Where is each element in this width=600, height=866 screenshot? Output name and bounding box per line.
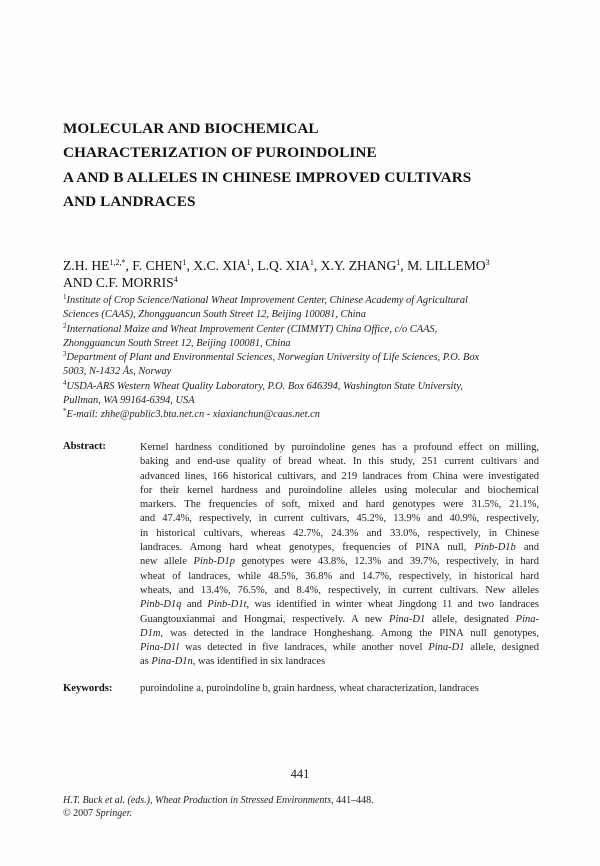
copyright-line: © 2007 Springer. bbox=[63, 808, 133, 819]
affiliation-line: Zhongguancun South Street 12, Beijing 100081, China bbox=[63, 337, 291, 349]
abstract-line bbox=[140, 484, 539, 498]
affiliation-line: 5003, N-1432 Ås, Norway bbox=[63, 366, 172, 378]
email-line: *E-mail: zhhe@public3.bta.net.cn - xiaxianchun@caas.net.cn bbox=[63, 407, 320, 421]
abstract-text: as bbox=[140, 656, 152, 668]
abstract-text: wheats, and 13.4%, 76.5%, and 8.4%, respectively, in current cultivars. New alleles bbox=[140, 584, 539, 596]
abstract-label: Abstract: bbox=[63, 441, 106, 452]
title-line: AND LANDRACES bbox=[63, 192, 196, 210]
abstract-line bbox=[140, 655, 539, 669]
keywords-text: puroindoline a, puroindoline b, grain hardness, wheat characterization, landraces bbox=[140, 683, 479, 694]
gene-name: Pinb-D1t bbox=[207, 599, 247, 611]
affiliation-line: $^3$Department of Plant and Environmental Sciences, Norwegian University of Life Sciences, P.O. Box bbox=[63, 350, 480, 364]
title-line: CHARACTERIZATION OF PUROINDOLINE bbox=[63, 144, 377, 162]
page-number: 441 bbox=[290, 767, 310, 781]
title-line: A AND B ALLELES IN CHINESE IMPROVED CULTIVARS bbox=[63, 168, 472, 186]
gene-name: Pina- bbox=[515, 613, 539, 625]
abstract-line bbox=[140, 598, 539, 612]
author: F. CHEN$^1$ bbox=[132, 258, 187, 273]
abstract-line bbox=[140, 470, 539, 484]
abstract-line bbox=[140, 512, 539, 526]
gene-name: Pina-D1n bbox=[151, 656, 193, 668]
abstract-line bbox=[140, 498, 539, 512]
abstract-line bbox=[140, 441, 539, 455]
affiliation-line: $^1$Institute of Crop Science/National Wheat Improvement Center, Chinese Academy of Agricultural bbox=[63, 293, 468, 306]
abstract-line bbox=[140, 455, 539, 469]
footer-citation bbox=[63, 794, 374, 820]
abstract-text: genotypes were 43.8%, 12.3% and 39.7%, respectively, in hard bbox=[234, 556, 540, 568]
abstract-line bbox=[140, 570, 539, 584]
abstract-text: allele, designated bbox=[425, 613, 516, 625]
abstract-text: wheat of landraces, while 48.5%, 36.8% and 14.7%, respectively, in historical hard bbox=[140, 570, 539, 582]
gene-name: Pina-D1 bbox=[428, 642, 465, 654]
author: X.C. XIA$^1$ bbox=[193, 258, 251, 273]
abstract-line bbox=[140, 627, 539, 641]
paper-title bbox=[63, 117, 543, 214]
abstract-text: advanced lines, 166 historical cultivars, and 219 landraces from China were investigated bbox=[140, 470, 539, 482]
author: L.Q. XIA$^1$ bbox=[257, 258, 314, 273]
author-conjunction: AND bbox=[63, 274, 93, 290]
abstract-line bbox=[140, 541, 539, 555]
gene-name: D1m bbox=[140, 627, 161, 639]
gene-name: Pina-D1 bbox=[389, 613, 426, 625]
affiliations bbox=[63, 294, 543, 423]
author-line-1: Z.H. $HE^{1,2,*}$, F. CHEN$^1$, X.C. XIA$^1$, L.Q. XIA$^1$, X.Y. ZHANG$^1$, M. LILLEMO$^3$ bbox=[63, 258, 490, 273]
abstract-text: , was identified in winter wheat Jingdong 11 and two landraces bbox=[246, 599, 539, 611]
abstract-text: Guangtouxianmai and Hongmai, respectively. A new bbox=[140, 613, 390, 625]
abstract-text: in historical cultivars, whereas 42.7%, 24.3% and 33.0%, respectively, in Chinese bbox=[140, 527, 539, 539]
author: C.F. MORRIS$^4$ bbox=[95, 274, 178, 290]
author: M. LILLEMO$^3$ bbox=[407, 258, 490, 273]
gene-name: Pina-D1l bbox=[140, 642, 180, 654]
abstract-text: landraces. Among hard wheat genotypes, frequencies of PINA null, bbox=[140, 542, 475, 554]
abstract-line bbox=[140, 584, 539, 598]
abstract-body bbox=[140, 441, 539, 670]
citation-line: H.T. Buck et al. (eds.), Wheat Production in Stressed Environments, 441–448. bbox=[63, 795, 374, 806]
abstract-line bbox=[140, 527, 539, 541]
keywords-label: Keywords: bbox=[63, 683, 113, 694]
affiliation-line: $^4$USDA-ARS Western Wheat Quality Laboratory, P.O. Box 646394, Washington State University, bbox=[63, 378, 463, 392]
abstract-text: , was identified in six landraces bbox=[192, 656, 326, 668]
affiliation-line: Sciences (CAAS), Zhongguancun South Street 12, Beijing 100081, China bbox=[63, 309, 366, 321]
author-line-2 bbox=[63, 275, 543, 292]
abstract-line bbox=[140, 641, 539, 655]
abstract-text: allele, designed bbox=[464, 642, 539, 654]
abstract-text: baking and end-use quality of bread wheat. In this study, 251 current cultivars and bbox=[140, 456, 539, 468]
title-line: MOLECULAR AND BIOCHEMICAL bbox=[63, 120, 319, 137]
gene-name: Pinb-D1p bbox=[193, 556, 235, 568]
abstract-text: , was detected in the landrace Hongheshang. Among the PINA null genotypes, bbox=[160, 627, 539, 639]
affiliation-line: $^2$International Maize and Wheat Improvement Center (CIMMYT) China Office, c/o CAAS, bbox=[63, 321, 438, 335]
abstract-line bbox=[140, 613, 539, 627]
abstract-text: and bbox=[181, 599, 208, 611]
gene-name: Pinb-D1q bbox=[140, 599, 182, 611]
abstract-text: Kernel hardness conditioned by puroindoline genes has a profound effect on milling, bbox=[140, 442, 539, 453]
abstract-text: and bbox=[515, 542, 539, 554]
abstract-text: new allele bbox=[140, 556, 194, 568]
abstract-text: was detected in five landraces, while another novel bbox=[179, 642, 429, 654]
abstract-text: and 47.4%, respectively, in current cultivars, 45.2%, 13.9% and 40.9%, respectively, bbox=[140, 513, 539, 525]
affiliation-line: Pullman, WA 99164-6394, USA bbox=[63, 395, 195, 407]
author: X.Y. ZHANG$^1$ bbox=[320, 258, 401, 273]
author-list bbox=[63, 258, 543, 291]
author: Z.H. $HE^{1,2,*}$ bbox=[63, 258, 126, 273]
gene-name: Pinb-D1b bbox=[474, 542, 516, 554]
abstract-text: markers. The frequencies of soft, mixed and hard genotypes were 31.5%, 21.1%, bbox=[140, 499, 539, 511]
abstract-text: for their kernel hardness and puroindoline alleles using molecular and biochemical bbox=[140, 484, 539, 496]
abstract-line bbox=[140, 555, 539, 569]
